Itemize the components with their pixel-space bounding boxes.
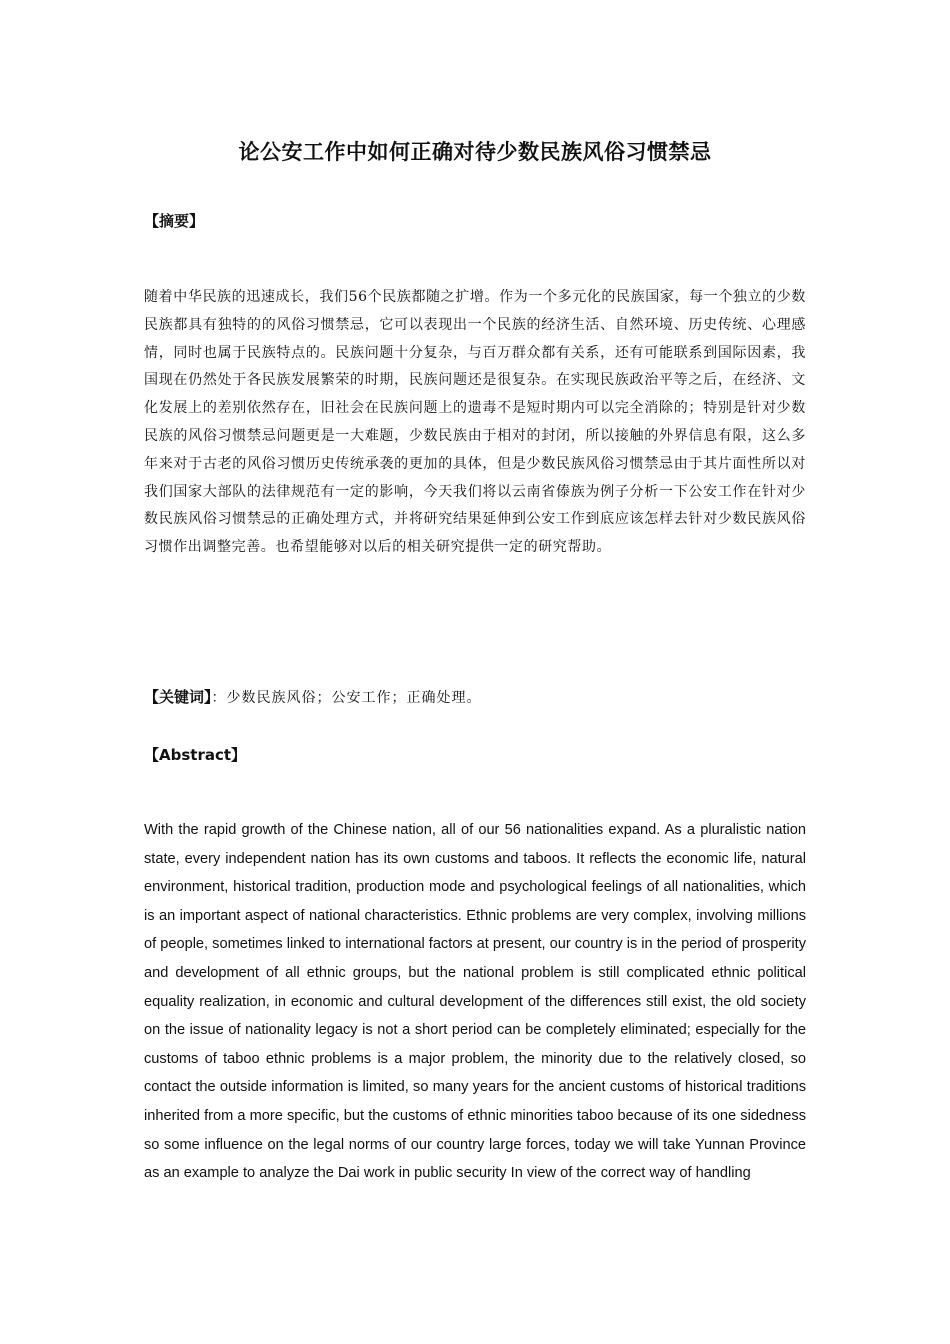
keywords-text: ：少数民族风俗；公安工作；正确处理。 <box>211 690 482 706</box>
abstract-heading: 【摘要】 <box>144 212 205 230</box>
keywords-line <box>144 686 806 707</box>
abstract-english-paragraph: With the rapid growth of the Chinese nation, all of our 56 nationalities expand. As a pluralistic nation state, every independent nation has its own customs and taboos. It reflects the economic life, natural environment, historical tradition, production mode and psychological feelings of all nationalities, which is an important aspect of national characteristics. Ethnic problems are very complex, involving millions of people, sometimes linked to international factors at present, our country is in the period of prosperity and development of all ethnic groups, but the national problem is still complicated ethnic political equality realization, in economic and cultural development of the differences still exist, the old society on the issue of nationality legacy is not a short period can be completely eliminated; especially for the customs of taboo ethnic problems is a major problem, the minority due to the relatively closed, so contact the outside information is limited, so many years for the ancient customs of historical traditions inherited from a more specific, but the customs of ethnic minorities taboo because of its one sidedness so some influence on the legal norms of our country large forces, today we will take Yunnan Province as an example to analyze the Dai work in public security In view of the correct way of handling <box>144 822 806 1182</box>
page-title: 论公安工作中如何正确对待少数民族风俗习惯禁忌 <box>238 140 712 164</box>
abstract-chinese-paragraph: 随着中华民族的迅速成长，我们56个民族都随之扩增。作为一个多元化的民族国家，每一个独立的少数民族都具有独特的的风俗习惯禁忌，它可以表现出一个民族的经济生活、自然环境、历史传统、心理感情，同时也属于民族特点的。民族问题十分复杂，与百万群众都有关系，还有可能联系到国际因素，我国现在仍然处于各民族发展繁荣的时期，民族问题还是很复杂。在实现民族政治平等之后，在经济、文化发展上的差别依然存在，旧社会在民族问题上的遗毒不是短时期内可以完全消除的；特别是针对少数民族的风俗习惯禁忌问题更是一大难题，少数民族由于相对的封闭，所以接触的外界信息有限，这么多年来对于古老的风俗习惯历史传统承袭的更加的具体，但是少数民族风俗习惯禁忌由于其片面性所以对我们国家大部队的法律规范有一定的影响，今天我们将以云南省傣族为例子分析一下公安工作在针对少数民族风俗习惯禁忌的正确处理方式，并将研究结果延伸到公安工作到底应该怎样去针对少数民族风俗习惯作出调整完善。也希望能够对以后的相关研究提供一定的研究帮助。 <box>144 289 806 556</box>
abstract-english-heading: 【Abstract】 <box>144 746 247 764</box>
keywords-label: 【关键词】 <box>144 688 212 706</box>
